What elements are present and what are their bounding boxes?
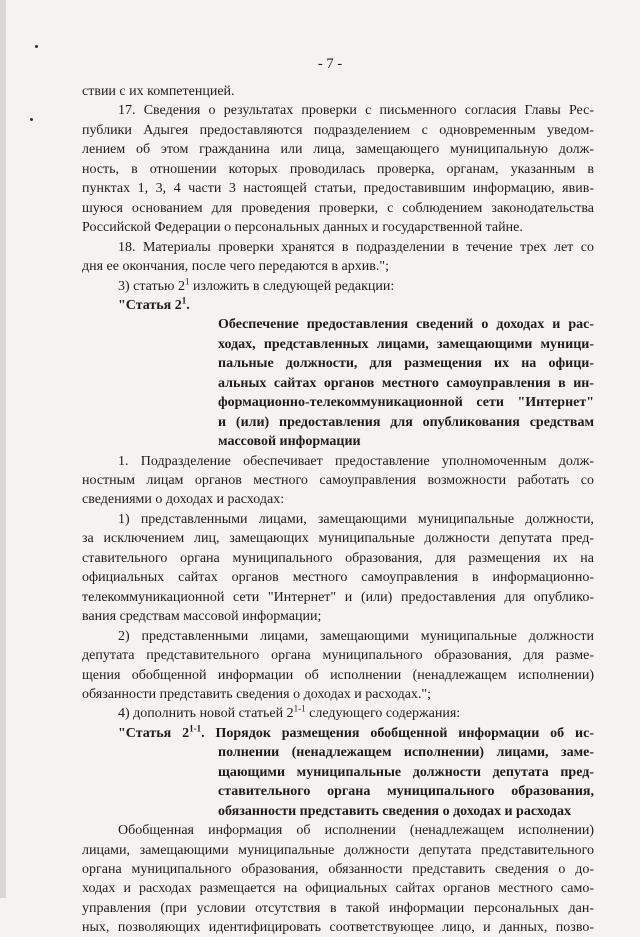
line-text-tail: изложить в следующей редакции: [189, 278, 395, 294]
line-text: массовой информации [218, 434, 361, 450]
text-line [82, 782, 594, 801]
line-text: пальные должности, для размещения их на офици- [218, 356, 594, 372]
text-line [82, 82, 594, 101]
line-text: Обобщенная информация об исполнении (ненадлежащем исполнении) [118, 823, 594, 839]
scan-speck [35, 45, 38, 48]
text-line [82, 685, 594, 704]
line-text: ставительного органа муниципального образования, [218, 784, 594, 800]
line-text: 1. Подразделение обеспечивает предоставление уполномоченным долж- [118, 453, 594, 469]
text-line [82, 335, 594, 354]
line-text: лением об этом гражданина или лица, замещающего муниципальную долж- [82, 142, 594, 158]
line-text: 3) статью 2 [118, 278, 185, 294]
text-line [82, 549, 594, 568]
text-line [82, 821, 594, 840]
text-line [82, 899, 594, 918]
line-text: ных, позволяющих идентифицировать соответствующее лицо, и данных, позво- [82, 920, 594, 936]
text-line [82, 140, 594, 159]
superscript: 1-1 [189, 723, 202, 734]
line-text: Обеспечение предоставления сведений о доходах и рас- [218, 317, 594, 333]
text-line [82, 218, 594, 237]
line-text: щения обобщенной информации об исполнении (ненадлежащем исполнении) [82, 667, 594, 683]
text-line [82, 315, 594, 334]
text-line [82, 704, 594, 723]
line-text: 18. Материалы проверки хранятся в подразделении в течение трех лет со [118, 239, 594, 255]
text-line [82, 277, 594, 296]
text-line [82, 879, 594, 898]
text-line [82, 432, 594, 451]
text-line [82, 393, 594, 412]
line-text: и (или) предоставления для опубликования средствам [218, 414, 594, 430]
line-text: 2) представленными лицами, замещающими муниципальные должности [118, 628, 594, 644]
line-text: ствии с их компетенцией. [82, 84, 235, 99]
superscript: 1 [184, 276, 190, 286]
text-line [82, 101, 594, 120]
line-text-tail: . [186, 297, 190, 313]
line-text: вания средствам массовой информации; [82, 609, 322, 625]
line-text: полнении (ненадлежащем исполнении) лицами, заме- [218, 745, 594, 761]
scan-speck [30, 118, 33, 121]
line-text: за исключением лиц, замещающих муниципальные должности депутата пред- [82, 531, 594, 547]
page-number: - 7 - [317, 56, 343, 72]
text-line [82, 257, 594, 276]
text-line [82, 238, 594, 257]
scan-edge [0, 0, 6, 898]
line-text: щающими муниципальные должности депутата пред- [218, 764, 594, 780]
text-line [82, 413, 594, 432]
line-text: 4) дополнить новой статьей 2 [118, 706, 294, 722]
text-line [82, 607, 594, 626]
line-text: депутата представительного органа муниципального образования, для разме- [82, 648, 594, 664]
text-line [82, 588, 594, 607]
line-text: официальных сайтах органов местного самоуправления в информационно- [82, 570, 594, 586]
text-line [82, 646, 594, 665]
line-text: "Статья 2 [118, 725, 190, 741]
line-text: ность, в отношении которых проводилась проверка, органам, указанным в [82, 161, 594, 177]
line-text: Российской Федерации о персональных данных и государственной тайне. [82, 220, 523, 236]
line-text: дня ее окончания, после чего передаются в архив."; [82, 259, 389, 275]
line-text: лицами, замещающими муниципальные должности депутата представительного [82, 842, 594, 858]
text-line [82, 666, 594, 685]
text-line [82, 121, 594, 140]
text-line [82, 763, 594, 782]
line-text: 17. Сведения о результатах проверки с письменного согласия Главы Рес- [118, 103, 594, 119]
line-text: публики Адыгея предоставляются подразделением с одновременным уведом- [82, 122, 594, 138]
line-text: обязанности представить сведения о доходах и расходах [218, 803, 571, 819]
text-line [82, 529, 594, 548]
line-text: 1) представленными лицами, замещающими муниципальные должности, [118, 511, 594, 527]
text-line [82, 627, 594, 646]
line-text: ностным лицам органов местного самоуправления возможности работать со [82, 473, 594, 488]
line-text: управления (при условии отсутствия в такой информации персональных дан- [82, 900, 594, 916]
text-line [82, 918, 594, 937]
text-line [82, 452, 594, 471]
line-text: ставительного органа муниципального образования, для размещения их на [82, 550, 594, 566]
line-text: шуюся основанием для проведения проверки, с соблюдением законодательства [82, 200, 594, 216]
text-line [82, 490, 594, 509]
line-text: обязанности представить сведения о доходах и расходах."; [82, 686, 432, 702]
text-line [82, 860, 594, 879]
line-text: пунктах 1, 3, 4 части 3 настоящей статьи, предоставившим информацию, явив- [82, 181, 594, 197]
text-line [82, 179, 594, 198]
line-text: "Статья 2 [118, 297, 182, 313]
line-text: формационно-телекоммуникационной сети "Интернет" [218, 395, 594, 411]
text-line [82, 354, 594, 373]
superscript: 1-1 [293, 704, 306, 714]
text-line [82, 374, 594, 393]
text-line [82, 471, 594, 490]
text-line [82, 296, 594, 315]
line-text: альных сайтах органов местного самоуправления в ин- [218, 375, 594, 391]
text-line [82, 841, 594, 860]
line-text: ходах, представленных лицами, замещающими муници- [218, 336, 594, 352]
line-text-tail: . Порядок размещения обобщенной информации об ис- [201, 725, 594, 741]
text-line [82, 160, 594, 179]
text-line [82, 568, 594, 587]
text-line [82, 743, 594, 762]
text-line [82, 199, 594, 218]
text-line [82, 802, 594, 821]
line-text: ходах и расходах размещается на официальных сайтах органов местного само- [82, 881, 594, 897]
line-text: телекоммуникационной сети "Интернет" и (или) предоставления для опублико- [82, 589, 594, 605]
text-line [82, 510, 594, 529]
line-text: сведениями о доходах и расходах: [82, 492, 285, 508]
line-text: органа муниципального образования, обязанности представить сведения о до- [82, 862, 594, 877]
text-line [82, 724, 594, 743]
superscript: 1 [181, 295, 187, 306]
line-text-tail: следующего содержания: [305, 706, 461, 722]
